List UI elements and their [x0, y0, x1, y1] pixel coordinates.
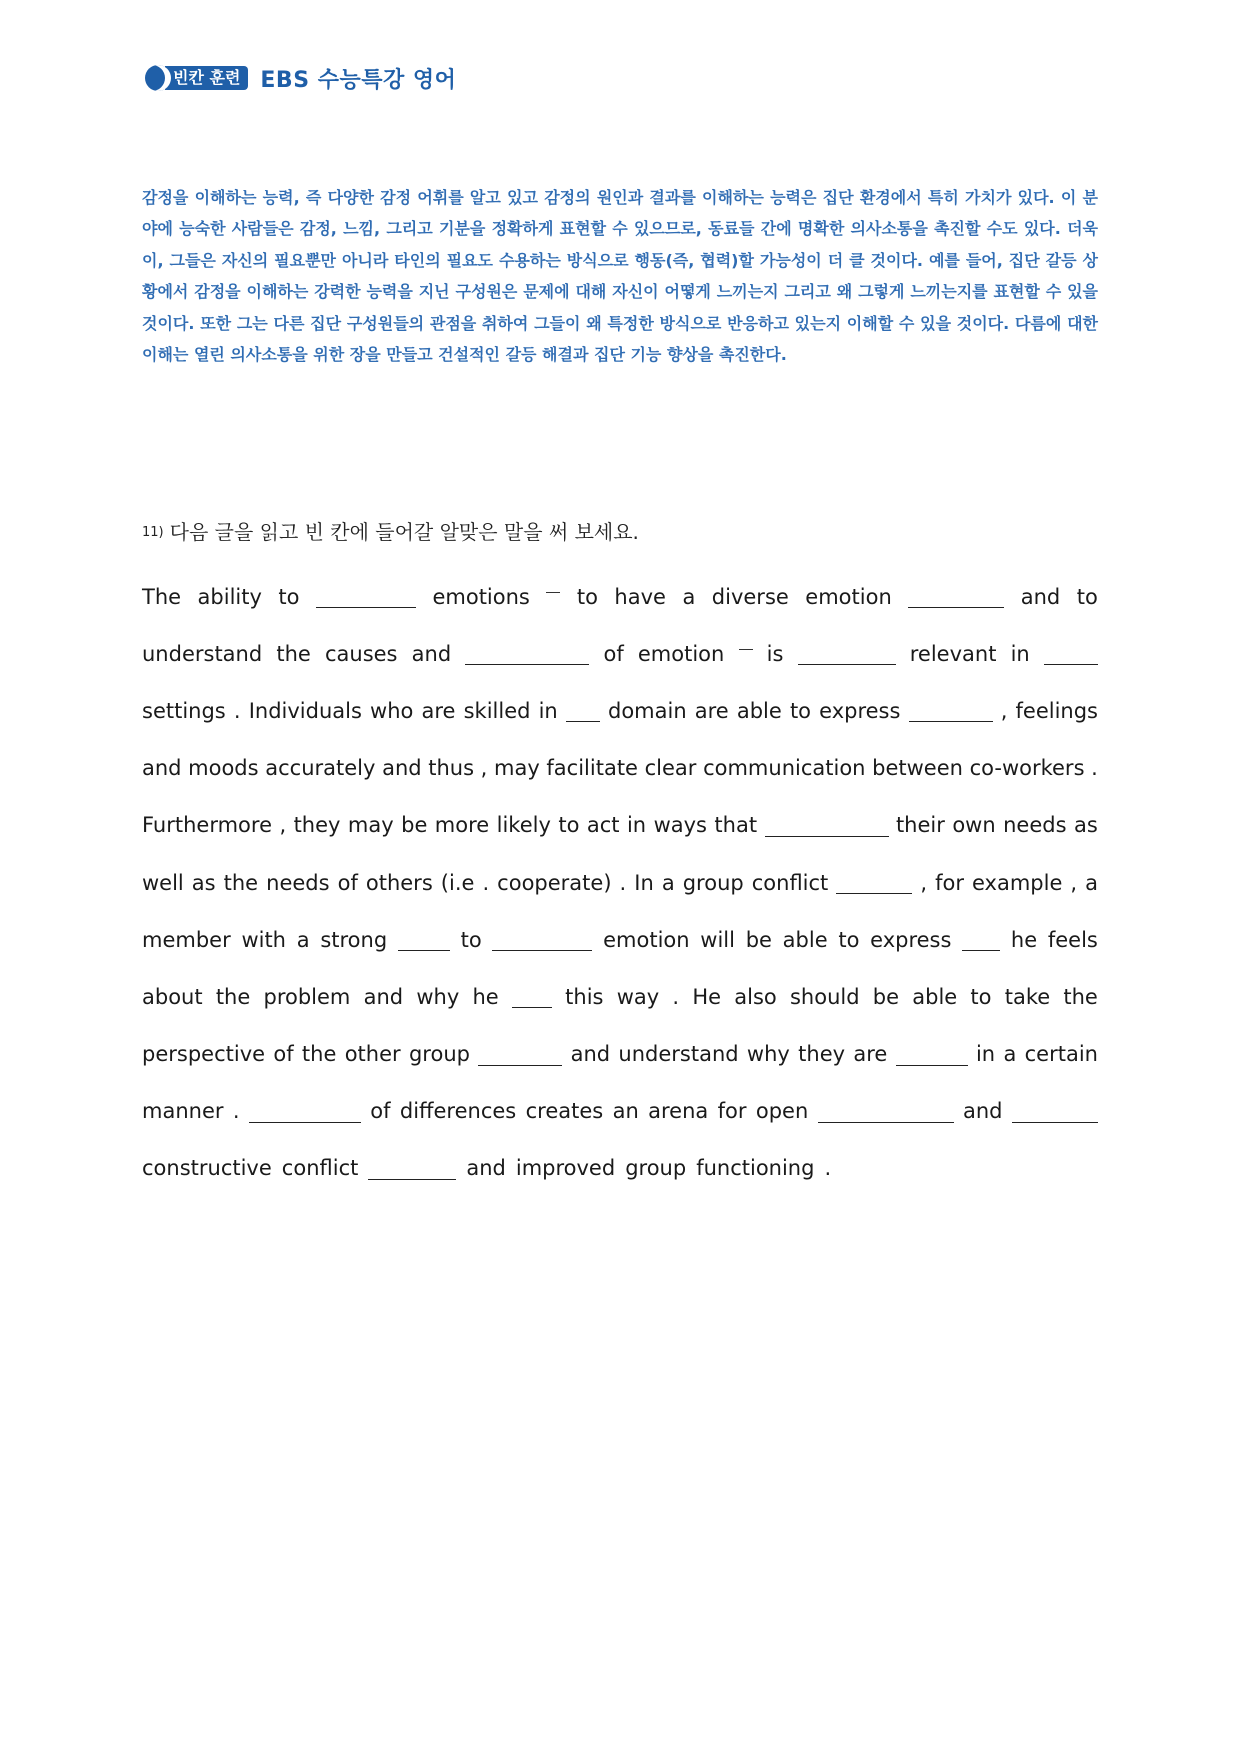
- word: accurately: [265, 756, 376, 781]
- word: for: [717, 1099, 747, 1124]
- word: emotion: [603, 927, 690, 952]
- word: .: [824, 1156, 832, 1181]
- word: clear: [644, 756, 697, 781]
- word: to: [789, 698, 812, 723]
- answer-blank[interactable]: [249, 1100, 361, 1123]
- word: own: [952, 813, 996, 838]
- answer-blank[interactable]: [478, 1043, 562, 1066]
- badge-label: 빈칸 훈련: [165, 66, 248, 90]
- word: and: [382, 756, 422, 781]
- word: be: [401, 813, 428, 838]
- word: member: [142, 927, 231, 952]
- passage-line: [142, 682, 1098, 739]
- word: have: [614, 584, 666, 609]
- word: differences: [399, 1099, 517, 1124]
- word: the: [276, 641, 311, 666]
- word: of: [370, 1099, 391, 1124]
- word: .: [1091, 756, 1098, 781]
- word: group: [408, 1042, 470, 1067]
- word: group: [625, 1156, 687, 1181]
- word: creates: [525, 1099, 604, 1124]
- answer-blank[interactable]: [512, 985, 552, 1008]
- word: this: [565, 984, 604, 1009]
- word: of: [337, 870, 358, 895]
- word: cooperate): [497, 870, 612, 895]
- answer-blank[interactable]: [818, 1100, 954, 1123]
- word: feelings: [1015, 698, 1098, 723]
- word: are: [853, 1042, 888, 1067]
- word: feels: [1047, 927, 1098, 952]
- answer-blank[interactable]: [908, 585, 1004, 608]
- word: be: [745, 927, 772, 952]
- word: able: [912, 984, 958, 1009]
- word: a: [1003, 1042, 1017, 1067]
- word: why: [416, 984, 460, 1009]
- word: others: [365, 870, 433, 895]
- word: to: [970, 984, 992, 1009]
- badge-circle-icon: [145, 65, 171, 91]
- word: to: [558, 813, 580, 838]
- word: skilled: [463, 698, 531, 723]
- passage-line: [142, 740, 1098, 797]
- word: thus: [428, 756, 475, 781]
- word: as: [1073, 813, 1098, 838]
- word: as: [191, 870, 216, 895]
- word: ,: [920, 870, 928, 895]
- word: the: [215, 984, 251, 1009]
- word: .: [232, 1099, 240, 1124]
- word: they: [293, 813, 341, 838]
- word: conflict: [751, 870, 829, 895]
- word: co-workers: [969, 756, 1085, 781]
- word: understand: [618, 1042, 739, 1067]
- word: conflict: [281, 1156, 359, 1181]
- dash-mark: [739, 649, 753, 650]
- passage-line: [142, 1140, 1098, 1197]
- word: ,: [1000, 698, 1008, 723]
- fill-in-passage: [142, 568, 1098, 1197]
- word: moods: [188, 756, 259, 781]
- word: take: [1004, 984, 1051, 1009]
- word: to: [460, 927, 482, 952]
- word: and: [1020, 584, 1061, 609]
- answer-blank[interactable]: [909, 699, 993, 722]
- question-number: 11): [142, 525, 164, 540]
- word: will: [700, 927, 735, 952]
- word: emotion: [805, 584, 892, 609]
- word: he: [472, 984, 499, 1009]
- word: certain: [1024, 1042, 1098, 1067]
- word: He: [692, 984, 722, 1009]
- word: example: [971, 870, 1063, 895]
- word: The: [142, 584, 182, 609]
- word: in: [975, 1042, 996, 1067]
- word: to: [278, 584, 300, 609]
- word: express: [819, 698, 901, 723]
- word: ability: [197, 584, 262, 609]
- word: why: [746, 1042, 790, 1067]
- answer-blank[interactable]: [566, 699, 600, 722]
- word: the: [301, 1042, 337, 1067]
- word: be: [872, 984, 900, 1009]
- word: for: [935, 870, 964, 895]
- question-text: 다음 글을 읽고 빈 칸에 들어갈 알맞은 말을 써 보세요.: [169, 520, 639, 544]
- word: manner: [142, 1099, 224, 1124]
- word: strong: [320, 927, 388, 952]
- word: may: [347, 813, 394, 838]
- word: between: [872, 756, 963, 781]
- word: needs: [1003, 813, 1067, 838]
- passage-line: [142, 1026, 1098, 1083]
- answer-blank[interactable]: [316, 585, 416, 608]
- answer-blank[interactable]: [962, 928, 1000, 951]
- word: and: [570, 1042, 611, 1067]
- word: .: [233, 698, 241, 723]
- word: are: [421, 698, 456, 723]
- word: and: [363, 984, 404, 1009]
- dash-mark: [546, 592, 560, 593]
- word: domain: [607, 698, 687, 723]
- word: express: [870, 927, 952, 952]
- word: facilitate: [546, 756, 638, 781]
- word: .: [619, 870, 627, 895]
- word: Individuals: [248, 698, 362, 723]
- word: needs: [266, 870, 330, 895]
- word: constructive: [142, 1156, 272, 1181]
- word: with: [241, 927, 286, 952]
- header-title: EBS 수능특강 영어: [260, 67, 457, 93]
- word: likely: [496, 813, 551, 838]
- word: the: [1063, 984, 1098, 1009]
- word: and: [142, 756, 182, 781]
- word: causes: [324, 641, 398, 666]
- word: and: [411, 641, 452, 666]
- page-header: [145, 60, 456, 96]
- word: an: [612, 1099, 639, 1124]
- answer-blank[interactable]: [836, 871, 912, 894]
- answer-blank[interactable]: [492, 928, 592, 951]
- word: to: [1076, 584, 1098, 609]
- word: in: [626, 813, 647, 838]
- word: also: [734, 984, 777, 1009]
- word: ,: [279, 813, 287, 838]
- word: the: [223, 870, 259, 895]
- word: to: [838, 927, 860, 952]
- word: (i.e: [440, 870, 475, 895]
- word: relevant: [909, 641, 997, 666]
- answer-blank[interactable]: [368, 1157, 456, 1180]
- word: group: [682, 870, 744, 895]
- word: diverse: [711, 584, 789, 609]
- word: and: [963, 1099, 1003, 1124]
- word: he: [1010, 927, 1038, 952]
- word: arena: [648, 1099, 709, 1124]
- word: about: [142, 984, 203, 1009]
- passage-line: [142, 568, 1098, 625]
- word: emotions: [432, 584, 530, 609]
- word: well: [142, 870, 184, 895]
- word: Furthermore: [142, 813, 272, 838]
- word: .: [672, 984, 680, 1009]
- passage-line: [142, 1083, 1098, 1140]
- passage-line: [142, 625, 1098, 682]
- answer-blank[interactable]: [765, 814, 889, 837]
- question-prompt: [142, 516, 639, 545]
- word: of: [603, 641, 624, 666]
- word: a: [661, 870, 675, 895]
- word: in: [538, 698, 558, 723]
- word: are: [694, 698, 729, 723]
- word: open: [755, 1099, 809, 1124]
- word: way: [616, 984, 660, 1009]
- word: a: [1085, 870, 1098, 895]
- passage-line: [142, 854, 1098, 911]
- word: able: [736, 698, 782, 723]
- passage-line: [142, 968, 1098, 1025]
- word: ,: [1070, 870, 1078, 895]
- word: .: [482, 870, 490, 895]
- word: should: [789, 984, 860, 1009]
- word: improved: [515, 1156, 616, 1181]
- word: other: [344, 1042, 401, 1067]
- word: understand: [142, 641, 263, 666]
- word: they: [798, 1042, 846, 1067]
- word: to: [576, 584, 598, 609]
- word: able: [782, 927, 828, 952]
- word: perspective: [142, 1042, 266, 1067]
- word: act: [586, 813, 620, 838]
- word: functioning: [696, 1156, 815, 1181]
- passage-line: [142, 797, 1098, 854]
- word: emotion: [637, 641, 725, 666]
- passage-line: [142, 911, 1098, 968]
- word: that: [714, 813, 758, 838]
- word: in: [1010, 641, 1030, 666]
- korean-translation: 감정을 이해하는 능력, 즉 다양한 감정 어휘를 알고 있고 감정의 원인과 결과를 이해하는 능력은 집단 환경에서 특히 가치가 있다. 이 분야에 능숙한 사람들은 감정, 느낌, 그리고 기분을 정확하게 표현할 수 있으므로, 동료들 간에 명확한 의사소통을 촉진할 수도 있다. 더욱이, 그들은 자신의 필요뿐만 아니라 타인의 필요도 수용하는 방식으로 행동(즉, 협력)할 가능성이 더 클 것이다. 예를 들어, 집단 갈등 상황에서 감정을 이해하는 강력한 능력을 지닌 구성원은 문제에 대해 자신이 어떻게 느끼는지 그리고 왜 그렇게 느끼는지를 표현할 수 있을 것이다. 또한 그는 다른 집단 구성원들의 관점을 취하여 그들이 왜 특정한 방식으로 반응하고 있는지 이해할 수 있을 것이다. 다름에 대한 이해는 열린 의사소통을 위한 장을 만들고 건설적인 갈등 해결과 집단 기능 향상을 촉진한다.: [142, 188, 1098, 365]
- word: of: [273, 1042, 294, 1067]
- word: may: [494, 756, 540, 781]
- word: is: [766, 641, 784, 666]
- word: who: [370, 698, 414, 723]
- word: a: [296, 927, 310, 952]
- answer-blank[interactable]: [896, 1043, 968, 1066]
- answer-blank[interactable]: [465, 642, 589, 665]
- word: and: [466, 1156, 506, 1181]
- section-badge: [145, 65, 248, 91]
- answer-blank[interactable]: [798, 642, 896, 665]
- word: a: [682, 584, 696, 609]
- word: In: [634, 870, 654, 895]
- answer-blank[interactable]: [398, 928, 450, 951]
- word: settings: [142, 698, 226, 723]
- word: more: [434, 813, 490, 838]
- answer-blank[interactable]: [1012, 1100, 1098, 1123]
- word: problem: [263, 984, 351, 1009]
- answer-blank[interactable]: [1044, 642, 1098, 665]
- word: ,: [480, 756, 488, 781]
- word: their: [895, 813, 945, 838]
- word: communication: [703, 756, 866, 781]
- word: ways: [653, 813, 707, 838]
